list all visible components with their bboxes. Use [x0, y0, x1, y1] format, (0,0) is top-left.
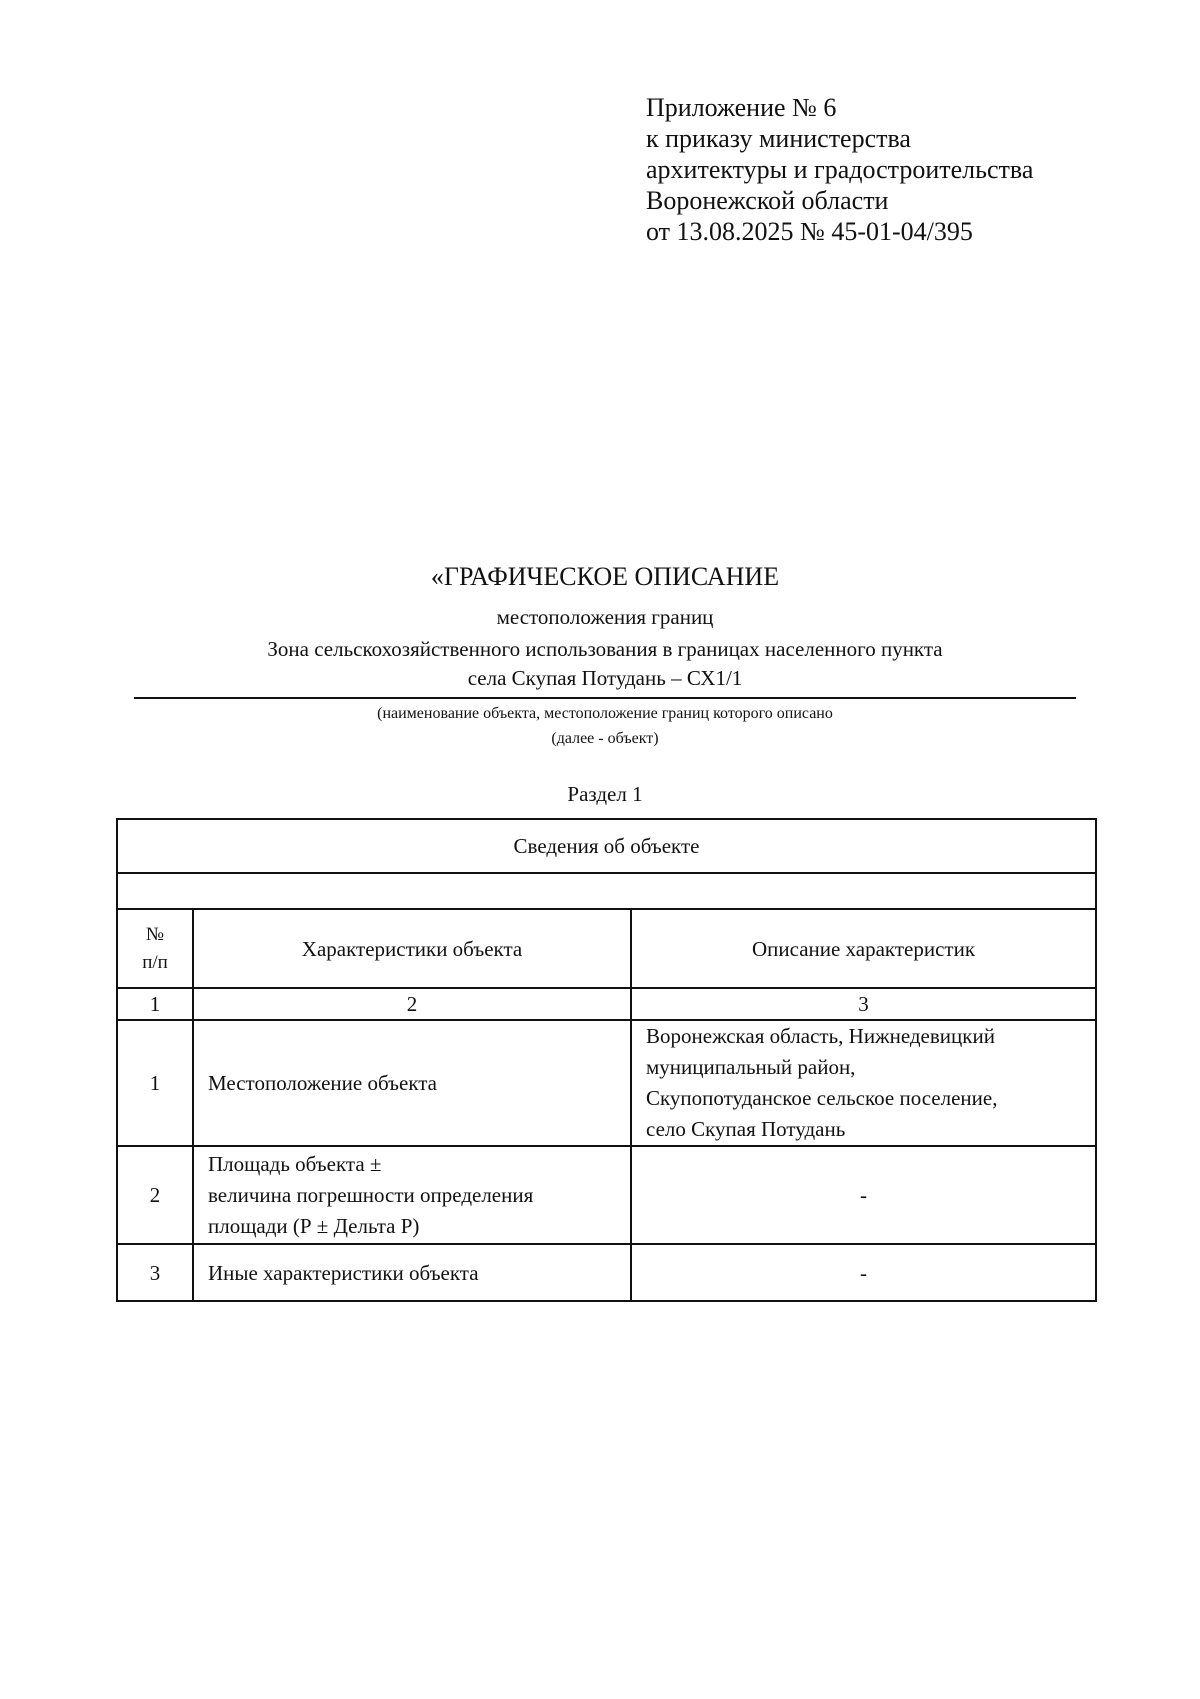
- table-row: [117, 1020, 1096, 1146]
- column-number: 1: [117, 988, 193, 1020]
- title-underline: [134, 697, 1076, 699]
- attachment-line: к приказу министерства: [646, 124, 911, 153]
- row-characteristic: [193, 1146, 631, 1244]
- attachment-line: архитектуры и градостроительства: [646, 155, 1034, 184]
- cell-line: площади (Р ± Дельта Р): [208, 1213, 420, 1238]
- row-number: 2: [117, 1146, 193, 1244]
- document-title: «ГРАФИЧЕСКОЕ ОПИСАНИЕ: [430, 562, 780, 591]
- section-title: Раздел 1: [567, 782, 643, 806]
- cell-line: Воронежская область, Нижнедевицкий: [646, 1024, 995, 1048]
- heading-line: местоположения границ: [496, 605, 714, 629]
- header-description: Описание характеристик: [631, 909, 1096, 988]
- object-info-table: [116, 818, 1097, 1302]
- row-number: 1: [117, 1020, 193, 1146]
- cell-line: муниципальный район,: [646, 1055, 856, 1079]
- object-name-note: (далее - объект): [551, 730, 659, 747]
- cell-line: величина погрешности определения: [208, 1182, 534, 1207]
- attachment-line: от 13.08.2025 № 45-01-04/395: [646, 217, 973, 246]
- header-characteristics: Характеристики объекта: [193, 909, 631, 988]
- row-description: [631, 1244, 1096, 1301]
- cell-line: село Скупая Потудань: [646, 1117, 846, 1141]
- heading-line: Зона сельскохозяйственного использования в границах населенного пункта: [267, 637, 943, 661]
- cell-line: -: [860, 1260, 867, 1285]
- table-row: [117, 1244, 1096, 1301]
- heading-line: села Скупая Потудань – СХ1/1: [467, 666, 743, 690]
- row-characteristic: [193, 1244, 631, 1301]
- row-description: [631, 1020, 1096, 1146]
- column-number: 3: [631, 988, 1096, 1020]
- header-number: [117, 909, 193, 988]
- cell-line: Площадь объекта ±: [208, 1151, 382, 1176]
- row-characteristic: [193, 1020, 631, 1146]
- attachment-line: Приложение № 6: [646, 93, 837, 122]
- cell-line: -: [860, 1183, 867, 1207]
- table-caption: Сведения об объекте: [117, 819, 1096, 873]
- header-number-line: п/п: [142, 951, 168, 973]
- attachment-line: Воронежской области: [646, 186, 889, 215]
- cell-line: Скупопотуданское сельское поселение,: [646, 1086, 998, 1110]
- cell-line: Местоположение объекта: [208, 1071, 438, 1095]
- cell-line: Иные характеристики объекта: [208, 1260, 479, 1285]
- attachment-block: [646, 92, 1033, 247]
- row-number: 3: [117, 1244, 193, 1301]
- column-number: 2: [193, 988, 631, 1020]
- table-empty-row: [117, 873, 1096, 909]
- object-name-note: (наименование объекта, местоположение границ которого описано: [377, 705, 833, 722]
- table-row: [117, 1146, 1096, 1244]
- header-number-line: №: [145, 923, 165, 945]
- row-description: [631, 1146, 1096, 1244]
